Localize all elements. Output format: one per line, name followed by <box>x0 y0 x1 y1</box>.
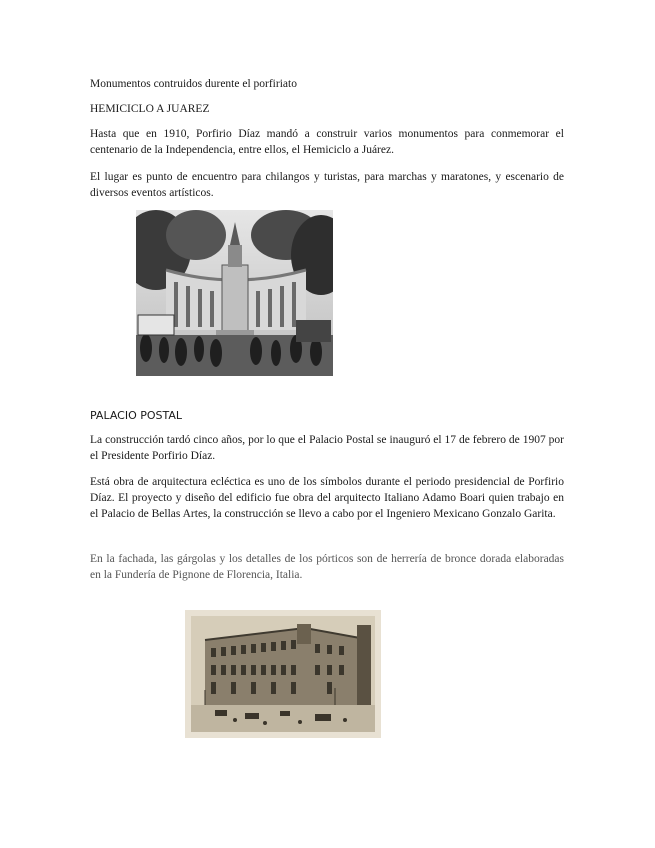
paragraph-hemiciclo-history: Hasta que en 1910, Porfirio Díaz mandó a construir varios monumentos para conmemorar el centenario de la Independencia, entre ellos, el Hemiciclo a Juárez. <box>90 128 564 156</box>
paragraph-palacio-inauguration: La construcción tardó cinco años, por lo que el Palacio Postal se inauguró el 17 de febrero de 1907 por el Presidente Porfirio Díaz. <box>90 434 564 462</box>
hemiciclo-photo <box>136 210 333 376</box>
section-title-hemiciclo: HEMICICLO A JUAREZ <box>90 103 210 115</box>
paragraph-palacio-architecture: Está obra de arquitectura ecléctica es uno de los símbolos durante el periodo presidencial de Porfirio Díaz. El proyecto y diseño del edificio fue obra del arquitecto Italiano Adamo Boari quien trabajo en el Palacio de Bellas Artes, la construcción se llevo a cabo por el Ingeniero Mexicano Gonzalo Garita. <box>90 476 564 520</box>
paragraph-hemiciclo-meeting-point: El lugar es punto de encuentro para chilangos y turistas, para marchas y maratones, y escenario de diversos eventos artísticos. <box>90 171 564 199</box>
document-heading: Monumentos contruidos durente el porfiriato <box>90 78 297 90</box>
palacio-postal-photo <box>185 610 381 738</box>
paragraph-palacio-facade: En la fachada, las gárgolas y los detalles de los pórticos son de herrería de bronce dorada elaboradas en la Fundería de Pignone de Florencia, Italia. <box>90 553 564 581</box>
section-title-palacio-postal: PALACIO POSTAL <box>90 409 183 422</box>
